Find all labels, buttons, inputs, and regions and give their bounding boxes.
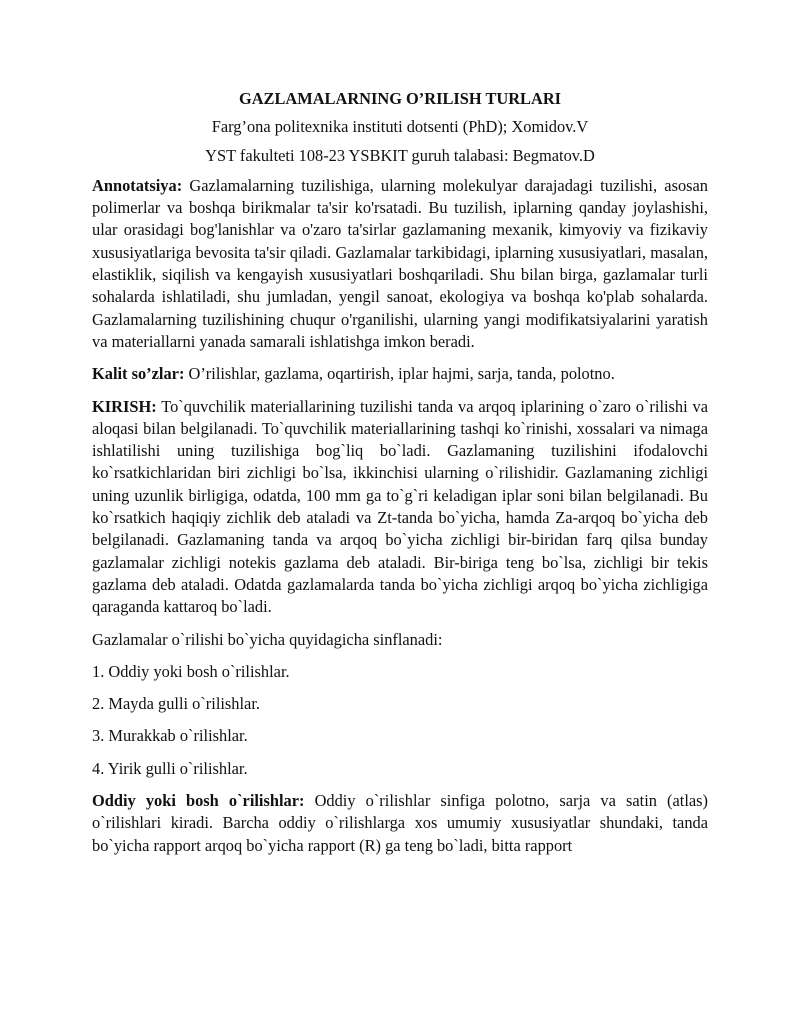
intro-paragraph <box>92 396 708 619</box>
intro-label: KIRISH: <box>92 396 157 416</box>
simple-weaves-label: Oddiy yoki bosh o`rilishlar: <box>92 791 305 811</box>
list-item: 2. Mayda gulli o`rilishlar. <box>92 694 260 714</box>
keywords-paragraph <box>92 363 708 385</box>
classification-intro: Gazlamalar o`rilishi bo`yicha quyidagicha sinflanadi: <box>92 629 443 649</box>
simple-weaves-paragraph <box>92 790 708 857</box>
intro-text: To`quvchilik materiallarining tuzilishi tanda va arqoq iplarining o`zaro o`rilishi va aloqasi bilan belgilanadi. To`quvchilik materiallarining tashqi ko`rinishi, xossalari va nimaga ishlatilishi uning tuzilishiga bog`liq bo`ladi. Gazlamaning tuzilishini ifodalovchi ko`rsatkichlaridan biri zichligi bo`lsa, ikkinchisi ularning o`rilishidir. Gazlamaning zichligi uning uzunlik birligiga, odatda, 100 mm ga to`g`ri keladigan iplar soni bilan belgilanadi. Bu ko`rsatkich haqiqiy zichlik deb ataladi va Zt-tanda bo`yicha, hamda Za-arqoq bo`yicha deb belgilanadi. Gazlamaning tanda va arqoq bo`yicha zichligi bir-biridan farq qilsa bunday gazlamalar zichligi notekis gazlama deb ataladi. Bir-biriga teng bo`lsa, zichligi bir tekis gazlama deb ataladi. Odatda gazlamalarda tanda bo`yicha zichligi arqoq bo`yicha zichligiga qaraganda kattaroq bo`ladi. <box>92 396 708 617</box>
author-line-1: Farg’ona politexnika instituti dotsenti (PhD); Xomidov.V <box>211 117 589 137</box>
list-item: 1. Oddiy yoki bosh o`rilishlar. <box>92 661 290 681</box>
abstract-label: Annotatsiya: <box>92 175 183 195</box>
abstract-text: Gazlamalarning tuzilishiga, ularning molekulyar darajadagi tuzilishi, asosan polimerlar va boshqa birikmalar ta'sir ko'rsatadi. Bu tuzilish, iplarning qanday joylashishi, ular orasidagi bog'lanishlar va o'zaro ta'sirlar gazlamaning mexanik, kimyoviy va fizikaviy xususiyatlariga bevosita ta'sir qiladi. Gazlamalar tarkibidagi, iplarning xususiyatlari, masalan, elastiklik, siqilish va kengayish xususiyatlari boshqariladi. Shu bilan birga, gazlamalar turli sohalarda ishlatiladi, shu jumladan, yengil sanoat, ekologiya va boshqa ko'plab sohalarda. Gazlamalarning tuzilishining chuqur o'rganilishi, ularning yangi modifikatsiyalarini yaratish va materiallarni yanada samarali ishlatishga imkon beradi. <box>92 175 708 351</box>
keywords-text: O’rilishlar, gazlama, oqartirish, iplar hajmi, sarja, tanda, polotno. <box>188 364 615 384</box>
author-line-2: YST fakulteti 108-23 YSBKIT guruh talabasi: Begmatov.D <box>205 145 595 165</box>
simple-weaves-text: Oddiy o`rilishlar sinfiga polotno, sarja va satin (atlas) o`rilishlari kiradi. Barcha oddiy o`rilishlarga xos umumiy xususiyatlar shundaki, tanda bo`yicha rapport arqoq bo`yicha rapport (R) ga teng bo`ladi, bitta rapport <box>92 791 708 855</box>
abstract-paragraph <box>92 175 708 353</box>
paper-title: GAZLAMALARNING O’RILISH TURLARI <box>238 89 562 108</box>
list-item: 4. Yirik gulli o`rilishlar. <box>92 758 248 778</box>
keywords-label: Kalit so’zlar: <box>92 364 185 384</box>
document-page <box>92 88 708 867</box>
list-item: 3. Murakkab o`rilishlar. <box>92 726 248 746</box>
